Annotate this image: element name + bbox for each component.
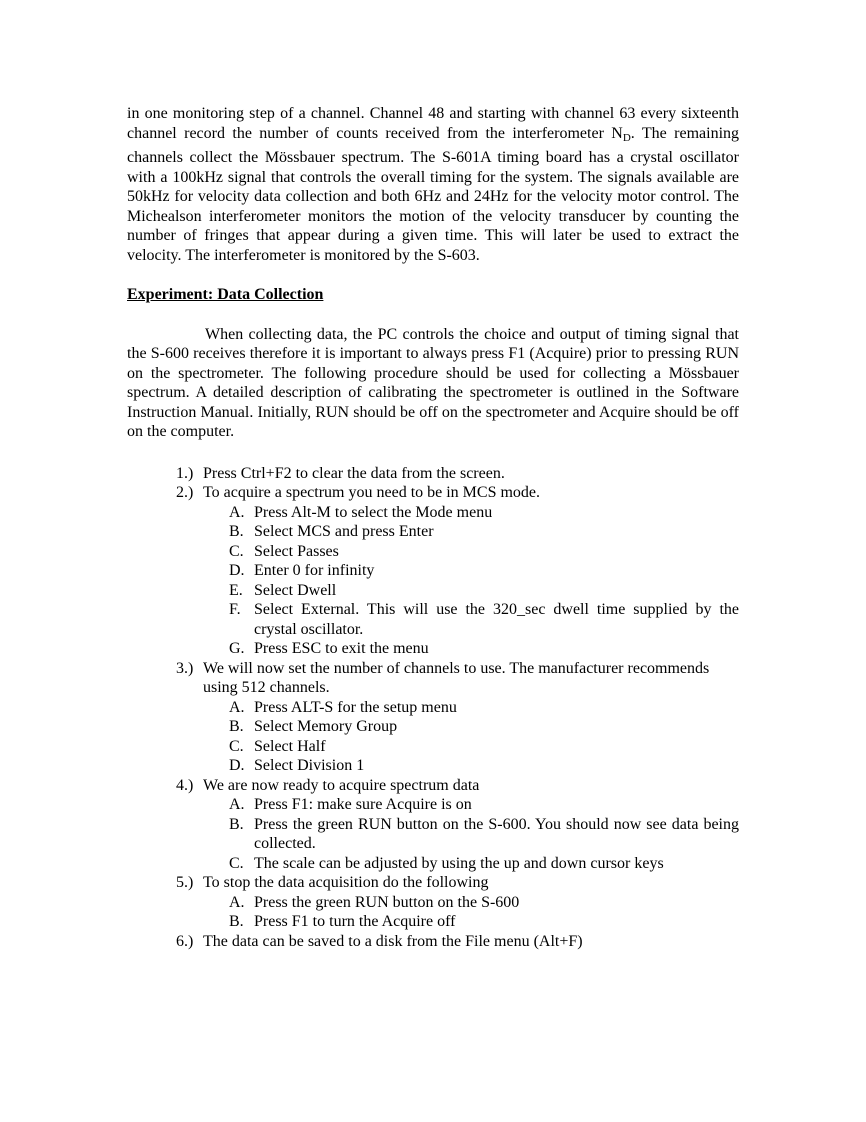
substep-text: Press Alt-M to select the Mode menu	[254, 503, 493, 521]
step-number: 6.)	[176, 932, 194, 950]
substep-text: Select Division 1	[254, 757, 365, 774]
intro-subscript: D	[622, 131, 631, 144]
substep-letter: A.	[229, 893, 245, 911]
procedure-substep	[203, 737, 739, 757]
substep-text: Press F1: make sure Acquire is on	[254, 796, 472, 813]
substep-text: Select Memory Group	[254, 718, 398, 735]
intro-paragraph	[127, 104, 739, 265]
procedure-substep	[203, 503, 739, 523]
substep-text: Select MCS and press Enter	[254, 523, 434, 540]
substep-text: The scale can be adjusted by using the up and down cursor keys	[254, 854, 664, 872]
procedure-step	[127, 464, 739, 484]
procedure-substep	[203, 795, 739, 815]
substeps-list	[203, 503, 739, 659]
step-text: We will now set the number of channels to use. The manufacturer recommends using 512 channels.	[203, 659, 710, 696]
procedure-steps-list	[127, 464, 739, 952]
procedure-substep	[203, 912, 739, 932]
procedure-step	[127, 776, 739, 874]
procedure-substep	[203, 815, 739, 854]
substep-text: Press ESC to exit the menu	[254, 640, 429, 657]
procedure-intro-paragraph: When collecting data, the PC controls the choice and output of timing signal that the S-600 receives therefore it is important to always press F1 (Acquire) prior to pressing RUN on the spectrometer. The following procedure should be used for collecting a Mössbauer spectrum. A detailed description of calibrating the spectrometer is outlined in the Software Instruction Manual. Initially, RUN should be off on the spectrometer and Acquire should be off on the computer.	[127, 325, 739, 440]
substep-letter: B.	[229, 815, 244, 833]
substep-letter: A.	[229, 796, 245, 813]
procedure-substep	[203, 893, 739, 913]
substep-letter: A.	[229, 503, 245, 521]
procedure-step	[127, 932, 739, 952]
substep-letter: D.	[229, 562, 245, 579]
substep-text: Press F1 to turn the Acquire off	[254, 913, 456, 930]
section-heading: Experiment: Data Collection	[127, 286, 324, 303]
substep-letter: C.	[229, 542, 244, 560]
step-number: 2.)	[176, 484, 194, 501]
procedure-substep	[203, 542, 739, 562]
step-text: To acquire a spectrum you need to be in MCS mode.	[203, 484, 541, 501]
substep-letter: D.	[229, 757, 245, 774]
procedure-substep	[203, 581, 739, 601]
step-text: The data can be saved to a disk from the File menu (Alt+F)	[203, 932, 583, 950]
substep-letter: C.	[229, 737, 244, 755]
substep-letter: C.	[229, 854, 244, 872]
procedure-substep	[203, 600, 739, 639]
substep-letter: F.	[229, 601, 241, 618]
step-text: We are now ready to acquire spectrum data	[203, 776, 480, 794]
document-page	[127, 104, 739, 951]
substep-letter: B.	[229, 523, 244, 540]
intro-text-after-subscript: . The remaining channels collect the Mössbauer spectrum. The S-601A timing board has a crystal oscillator with a 100kHz signal that controls the overall timing for the system. The signals available are 50kHz for velocity data collection and both 6Hz and 24Hz for the velocity motor control. The Michealson interferometer monitors the motion of the velocity transducer by counting the number of fringes that appear during a given time. This will later be used to extract the velocity. The interferometer is monitored by the S-603.	[127, 124, 740, 264]
substeps-list	[203, 795, 739, 873]
step-text: To stop the data acquisition do the following	[203, 874, 489, 891]
step-number: 4.)	[176, 776, 194, 794]
substep-text: Select Half	[254, 737, 326, 755]
substep-text: Select Passes	[254, 542, 339, 560]
substep-letter: G.	[229, 640, 245, 657]
procedure-step	[127, 659, 739, 776]
procedure-step	[127, 483, 739, 659]
procedure-substep	[203, 522, 739, 542]
step-number: 1.)	[176, 464, 194, 482]
substep-letter: A.	[229, 698, 245, 716]
procedure-substep	[203, 854, 739, 874]
substep-text: Enter 0 for infinity	[254, 562, 375, 579]
procedure-step	[127, 873, 739, 932]
step-number: 3.)	[176, 659, 194, 677]
substep-text: Press the green RUN button on the S-600. You should now see data being collected.	[254, 815, 739, 852]
procedure-substep	[203, 639, 739, 659]
procedure-substep	[203, 717, 739, 737]
substep-text: Press ALT-S for the setup menu	[254, 698, 457, 716]
procedure-substep	[203, 756, 739, 776]
substep-letter: B.	[229, 718, 244, 735]
intro-text-before-subscript: in one monitoring step of a channel. Channel 48 and starting with channel 63 every sixteenth channel record the number of counts received from the interferometer N	[127, 105, 739, 142]
substep-text: Select Dwell	[254, 581, 337, 599]
substep-text: Select External. This will use the 320_sec dwell time supplied by the crystal oscillator.	[254, 601, 739, 638]
procedure-substep	[203, 561, 739, 581]
procedure-substep	[203, 698, 739, 718]
substep-letter: B.	[229, 913, 244, 930]
substeps-list	[203, 893, 739, 932]
substep-letter: E.	[229, 581, 243, 599]
substep-text: Press the green RUN button on the S-600	[254, 893, 520, 911]
step-number: 5.)	[176, 874, 194, 891]
substeps-list	[203, 698, 739, 776]
step-text: Press Ctrl+F2 to clear the data from the screen.	[203, 464, 505, 482]
